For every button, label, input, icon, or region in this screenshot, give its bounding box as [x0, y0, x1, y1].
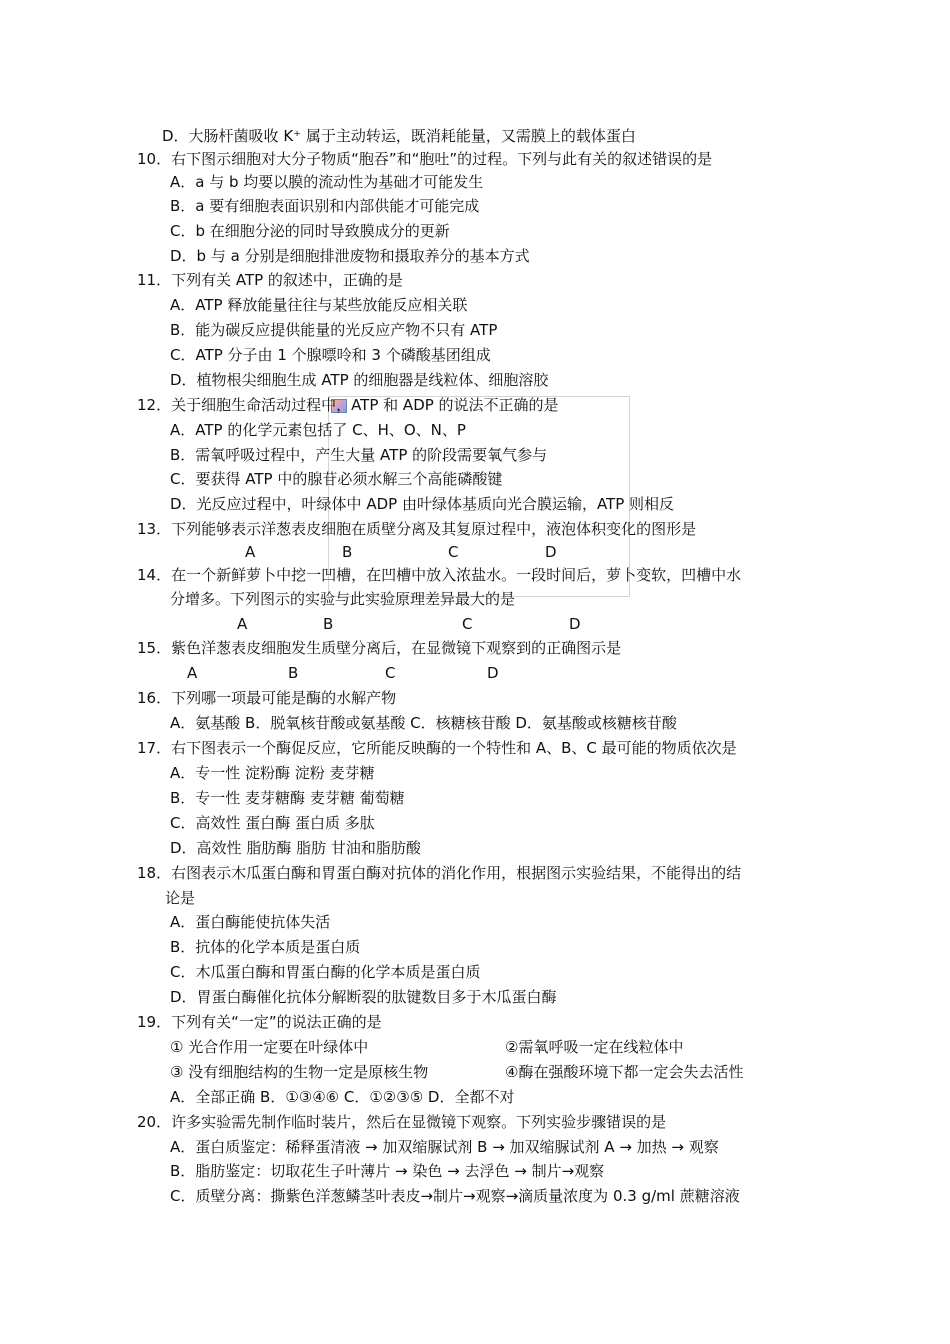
options-q19: A．全部正确 B．①③④⑥ C．①②③⑤ D．全都不对: [170, 1088, 515, 1106]
figure-label-b-q14: B: [323, 615, 334, 633]
statement-1-q19: ① 光合作用一定要在叶绿体中: [170, 1038, 369, 1056]
statement-3-q19: ③ 没有细胞结构的生物一定是原核生物: [170, 1063, 429, 1081]
question-20: 20．许多实验需先制作临时装片，然后在显微镜下观察。下列实验步骤错误的是: [137, 1113, 667, 1131]
option-d-q11: D．植物根尖细胞生成 ATP 的细胞器是线粒体、细胞溶胶: [170, 371, 549, 389]
option-b-q17: B．专一性 麦芽糖酶 麦芽糖 葡萄糖: [170, 789, 405, 807]
figure-label-d-q15: D: [487, 664, 499, 682]
question-18-cont: 论是: [165, 889, 196, 907]
question-10: 10．右下图示细胞对大分子物质“胞吞”和“胞吐”的过程。下列与此有关的叙述错误的是: [137, 150, 713, 168]
option-d-q18: D．胃蛋白酶催化抗体分解断裂的肽键数目多于木瓜蛋白酶: [170, 988, 557, 1006]
question-14-cont: 分增多。下列图示的实验与此实验原理差异最大的是: [170, 590, 516, 608]
question-19: 19．下列有关“一定”的说法正确的是: [137, 1013, 382, 1031]
option-a-q12: A．ATP 的化学元素包括了 C、H、O、N、P: [170, 421, 466, 439]
option-c-q11: C．ATP 分子由 1 个腺嘌呤和 3 个磷酸基团组成: [170, 346, 491, 364]
figure-label-d-q13: D: [545, 543, 557, 561]
option-b-q18: B．抗体的化学本质是蛋白质: [170, 938, 361, 956]
option-b-q20: B．脂肪鉴定：切取花生子叶薄片 → 染色 → 去浮色 → 制片→观察: [170, 1162, 605, 1180]
option-d-q12: D．光反应过程中，叶绿体中 ADP 由叶绿体基质向光合膜运输，ATP 则相反: [170, 495, 675, 513]
figure-label-b-q13: B: [342, 543, 353, 561]
statement-4-q19: ④酶在强酸环境下都一定会失去活性: [505, 1063, 744, 1081]
option-b-q12: B．需氧呼吸过程中，产生大量 ATP 的阶段需要氧气参与: [170, 446, 548, 464]
option-a-q20: A．蛋白质鉴定：稀释蛋清液 → 加双缩脲试剂 B → 加双缩脲试剂 A → 加热 → 观察: [170, 1138, 719, 1156]
options-q16: A．氨基酸 B．脱氧核苷酸或氨基酸 C．核糖核苷酸 D．氨基酸或核糖核苷酸: [170, 714, 677, 732]
question-18: 18．右图表示木瓜蛋白酶和胃蛋白酶对抗体的消化作用，根据图示实验结果，不能得出的结: [137, 864, 742, 882]
question-11: 11．下列有关 ATP 的叙述中，正确的是: [137, 271, 403, 289]
option-c-q17: C．高效性 蛋白酶 蛋白质 多肽: [170, 814, 375, 832]
question-12: 12．关于细胞生命活动过程中，ATP 和 ADP 的说法不正确的是: [137, 396, 559, 414]
option-a-q17: A．专一性 淀粉酶 淀粉 麦芽糖: [170, 764, 375, 782]
option-c-q10: C．b 在细胞分泌的同时导致膜成分的更新: [170, 222, 450, 240]
option-c-q18: C．木瓜蛋白酶和胃蛋白酶的化学本质是蛋白质: [170, 963, 481, 981]
option-d-q10: D．b 与 a 分别是细胞排泄废物和摄取养分的基本方式: [170, 247, 530, 265]
figure-label-d-q14: D: [569, 615, 581, 633]
option-c-q12: C．要获得 ATP 中的腺苷必须水解三个高能磷酸键: [170, 470, 503, 488]
option-d-q9: D．大肠杆菌吸收 K⁺ 属于主动转运，既消耗能量，又需膜上的载体蛋白: [162, 127, 636, 145]
option-c-q20: C．质壁分离：撕紫色洋葱鳞茎叶表皮→制片→观察→滴质量浓度为 0.3 g/ml 蔗糖溶液: [170, 1187, 740, 1205]
question-13: 13．下列能够表示洋葱表皮细胞在质壁分离及其复原过程中，液泡体积变化的图形是: [137, 520, 697, 538]
option-a-q11: A．ATP 释放能量往往与某些放能反应相关联: [170, 296, 468, 314]
figure-label-a-q15: A: [187, 664, 198, 682]
figure-label-a-q13: A: [245, 543, 256, 561]
figure-label-a-q14: A: [237, 615, 248, 633]
figure-label-b-q15: B: [288, 664, 299, 682]
question-17: 17．右下图表示一个酶促反应，它所能反映酶的一个特性和 A、B、C 最可能的物质依次是: [137, 739, 737, 757]
option-a-q18: A．蛋白酶能使抗体失活: [170, 913, 331, 931]
figure-label-c-q15: C: [385, 664, 396, 682]
question-16: 16．下列哪一项最可能是酶的水解产物: [137, 689, 397, 707]
option-d-q17: D．高效性 脂肪酶 脂肪 甘油和脂肪酸: [170, 839, 421, 857]
question-15: 15．紫色洋葱表皮细胞发生质壁分离后，在显微镜下观察到的正确图示是: [137, 639, 622, 657]
option-a-q10: A．a 与 b 均要以膜的流动性为基础才可能发生: [170, 173, 484, 191]
option-b-q11: B．能为碳反应提供能量的光反应产物不只有 ATP: [170, 321, 498, 339]
question-14: 14．在一个新鲜萝卜中挖一凹槽，在凹槽中放入浓盐水。一段时间后，萝卜变软，凹槽中水: [137, 566, 742, 584]
figure-label-c-q14: C: [462, 615, 473, 633]
statement-2-q19: ②需氧呼吸一定在线粒体中: [505, 1038, 684, 1056]
figure-label-c-q13: C: [448, 543, 459, 561]
option-b-q10: B．a 要有细胞表面识别和内部供能才可能完成: [170, 197, 480, 215]
